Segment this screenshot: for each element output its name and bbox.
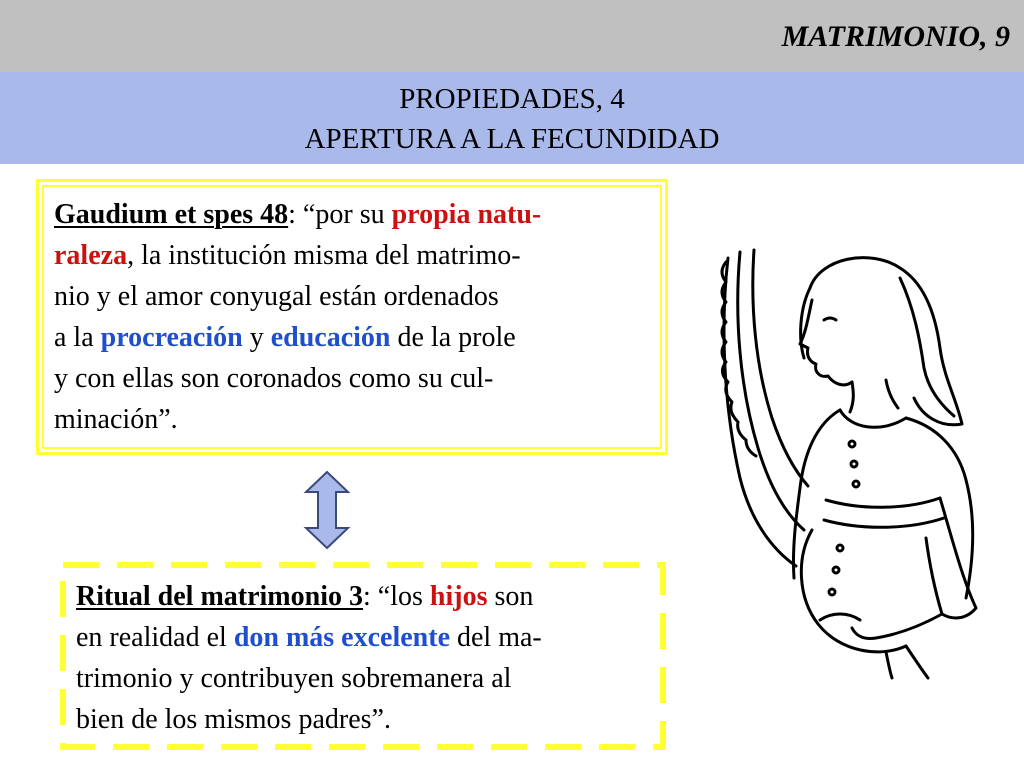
- quote-text-segment: son: [487, 581, 534, 612]
- highlight-don-mas-excelente: don más excelente: [233, 622, 450, 653]
- section-topic: APERTURA A LA FECUNDIDAD: [304, 123, 720, 155]
- highlight-hijos: hijos: [429, 581, 488, 612]
- section-subtitle: PROPIEDADES, 4: [399, 83, 625, 115]
- ritual-del-matrimonio-quote-box: [60, 562, 666, 750]
- section-header: [0, 72, 1024, 164]
- slide-title: MATRIMONIO, 9: [781, 20, 1010, 53]
- quote-text-segment: : “por su: [288, 199, 392, 230]
- quote-text-segment: trimonio y contribuyen sobremanera al: [76, 663, 512, 694]
- quote-reference: Ritual del matrimonio 3: [76, 581, 363, 612]
- quote-text-segment: a la: [54, 322, 101, 353]
- highlight-propia-naturaleza: propia natu-: [391, 199, 542, 230]
- highlight-procreacion: procreación: [100, 322, 243, 353]
- highlight-educacion: educación: [270, 322, 391, 353]
- gaudium-et-spes-quote-box: [36, 179, 668, 455]
- quote-text-segment: en realidad el: [76, 622, 234, 653]
- quote-text-segment: de la prole: [390, 322, 516, 353]
- quote-text-segment: minación”.: [54, 404, 178, 435]
- quote-text-segment: y con ellas son coronados como su cul-: [54, 363, 494, 394]
- quote-text-segment: y: [242, 322, 271, 353]
- quote-text-segment: bien de los mismos padres”.: [76, 704, 391, 735]
- quote-reference: Gaudium et spes 48: [54, 199, 289, 230]
- quote-text-segment: nio y el amor conyugal están ordenados: [54, 281, 499, 312]
- quote-text-segment: , la institución misma del matrimo-: [127, 240, 521, 271]
- gaudium-et-spes-quote: [54, 194, 664, 440]
- quote-text-segment: : “los: [363, 581, 430, 612]
- ritual-del-matrimonio-quote: [76, 576, 666, 740]
- double-headed-vertical-arrow-icon: [302, 470, 352, 550]
- pregnant-woman-illustration: [700, 248, 990, 680]
- highlight-propia-naturaleza-cont: raleza: [54, 240, 128, 271]
- quote-text-segment: del ma-: [450, 622, 542, 653]
- title-bar: [0, 0, 1024, 72]
